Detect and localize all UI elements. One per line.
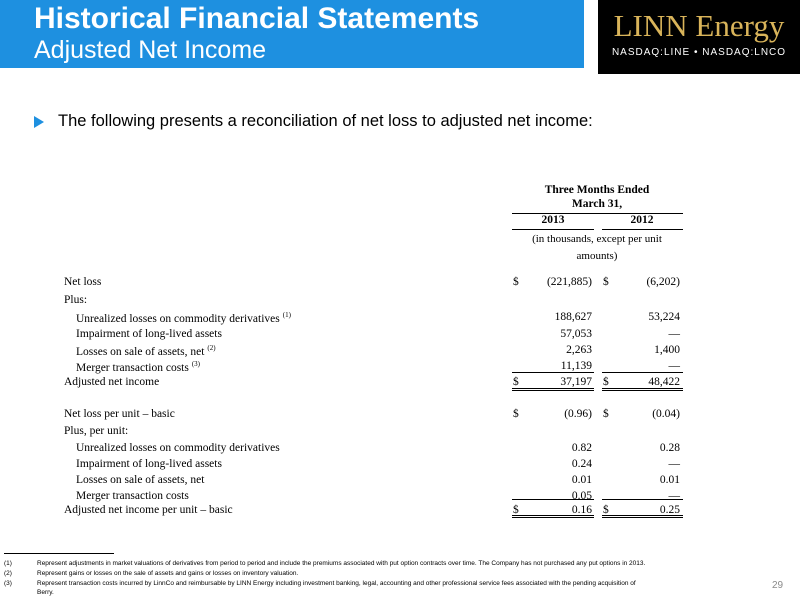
value-2012: 48,422 bbox=[648, 376, 680, 388]
subtotal-rule-per-unit-2013 bbox=[512, 499, 594, 500]
total-double-rule-per-unit-2013-b bbox=[512, 517, 594, 518]
value-2012: 1,400 bbox=[654, 344, 680, 356]
title-band bbox=[0, 0, 584, 68]
row-label bbox=[76, 458, 222, 470]
row-label-text: Unrealized losses on commodity derivatives bbox=[76, 442, 280, 454]
total-double-rule-per-unit-2012-b bbox=[602, 517, 683, 518]
year-2013-header: 2013 bbox=[541, 214, 565, 226]
row-label-text: Adjusted net income bbox=[64, 376, 160, 388]
subtotal-rule-2012 bbox=[602, 372, 683, 373]
footnote-marker: (3) bbox=[191, 360, 201, 368]
total-double-rule-2012-a bbox=[602, 388, 683, 389]
footnote-marker: (2) bbox=[207, 344, 216, 352]
footnote-rule bbox=[4, 553, 114, 554]
row-label bbox=[64, 294, 87, 306]
row-label bbox=[76, 328, 222, 340]
period-heading-line2: March 31, bbox=[571, 198, 623, 210]
intro-bullet bbox=[34, 112, 593, 131]
value-2013: 0.05 bbox=[571, 490, 592, 502]
row-label-text: Losses on sale of assets, net bbox=[76, 345, 205, 358]
dollar-2012: $ bbox=[603, 376, 609, 388]
page-number: 29 bbox=[772, 580, 784, 591]
total-double-rule-2012-b bbox=[602, 390, 683, 391]
row-label bbox=[76, 360, 200, 374]
footnote-number: (2) bbox=[4, 570, 12, 577]
row-label bbox=[64, 276, 101, 288]
footnote bbox=[4, 570, 764, 578]
row-label bbox=[76, 344, 216, 358]
row-label-text: Plus, per unit: bbox=[64, 425, 129, 437]
dollar-2012: $ bbox=[603, 504, 609, 516]
row-label bbox=[76, 311, 291, 325]
row-label-text: Losses on sale of assets, net bbox=[76, 474, 205, 486]
row-label-text: Impairment of long-lived assets bbox=[76, 328, 222, 340]
year-2012-header: 2012 bbox=[630, 214, 654, 226]
dollar-2013: $ bbox=[513, 276, 519, 288]
value-2013: (0.96) bbox=[564, 408, 592, 420]
dollar-2012: $ bbox=[603, 276, 609, 288]
value-2013: 2,263 bbox=[566, 344, 592, 356]
value-2013: 188,627 bbox=[554, 311, 592, 323]
dollar-2013: $ bbox=[513, 504, 519, 516]
value-2012: 53,224 bbox=[648, 311, 680, 323]
value-2013: 37,197 bbox=[560, 376, 592, 388]
value-2012: — bbox=[668, 328, 680, 340]
value-2013: 0.82 bbox=[571, 442, 592, 454]
units-line2: amounts) bbox=[576, 250, 618, 262]
footnote-number: (3) bbox=[4, 580, 12, 587]
slide-header bbox=[0, 0, 800, 74]
period-heading-line1: Three Months Ended bbox=[544, 184, 650, 196]
year-rule-2012 bbox=[602, 229, 683, 230]
subtotal-rule-2013 bbox=[512, 372, 594, 373]
dollar-2013: $ bbox=[513, 376, 519, 388]
value-2012: 0.25 bbox=[659, 504, 680, 516]
total-double-rule-2013-b bbox=[512, 390, 594, 391]
value-2012: (6,202) bbox=[646, 276, 680, 288]
subtotal-rule-per-unit-2012 bbox=[602, 499, 683, 500]
footnote bbox=[4, 589, 764, 597]
row-label-text: Merger transaction costs bbox=[76, 361, 189, 374]
dollar-2013: $ bbox=[513, 408, 519, 420]
value-2012: 0.01 bbox=[659, 474, 680, 486]
row-label bbox=[64, 376, 159, 388]
row-label bbox=[64, 504, 233, 516]
footnote-marker: (1) bbox=[282, 311, 291, 319]
footnote-text: Represent transaction costs incurred by LinnCo and reimbursable by LINN Energy including investment banking, legal, accounting and other professional service fees associated with the pending acquisition of bbox=[37, 580, 636, 587]
company-logo bbox=[598, 0, 800, 74]
value-2013: 0.24 bbox=[571, 458, 592, 470]
dollar-2012: $ bbox=[603, 408, 609, 420]
row-label-text: Unrealized losses on commodity derivatives bbox=[76, 312, 280, 325]
total-double-rule-per-unit-2012-a bbox=[602, 515, 683, 516]
row-label-text: Adjusted net income per unit – basic bbox=[64, 504, 233, 516]
value-2013: (221,885) bbox=[546, 276, 592, 288]
logo-tagline: NASDAQ:LINE • NASDAQ:LNCO bbox=[611, 47, 787, 58]
value-2013: 57,053 bbox=[560, 328, 592, 340]
units-line1: (in thousands, except per unit bbox=[532, 233, 662, 245]
footnote-text: Represent adjustments in market valuations of derivatives from period to period and include the premiums associated with put option contracts over time. The Company has not purchased any put options in 2013. bbox=[37, 560, 646, 567]
row-label-text: Merger transaction costs bbox=[76, 490, 189, 502]
year-rule-2013 bbox=[512, 229, 594, 230]
total-double-rule-2013-a bbox=[512, 388, 594, 389]
row-label bbox=[64, 408, 175, 420]
row-label-text: Net loss bbox=[64, 276, 102, 288]
footnote-text: Berry. bbox=[37, 589, 54, 596]
value-2013: 0.16 bbox=[571, 504, 592, 516]
row-label-text: Net loss per unit – basic bbox=[64, 408, 175, 420]
slide-title: Historical Financial Statements bbox=[34, 2, 480, 35]
value-2012: — bbox=[668, 490, 680, 502]
row-label bbox=[76, 474, 204, 486]
footnote bbox=[4, 560, 764, 568]
intro-text: The following presents a reconciliation of net loss to adjusted net income: bbox=[58, 112, 593, 130]
row-label-text: Plus: bbox=[64, 294, 88, 306]
slide-subtitle: Adjusted Net Income bbox=[34, 36, 267, 64]
value-2012: (0.04) bbox=[652, 408, 680, 420]
value-2013: 0.01 bbox=[571, 474, 592, 486]
row-label-text: Impairment of long-lived assets bbox=[76, 458, 222, 470]
row-label bbox=[76, 442, 280, 454]
value-2012: — bbox=[668, 458, 680, 470]
value-2012: 0.28 bbox=[659, 442, 680, 454]
value-2012: — bbox=[668, 360, 680, 372]
footnote-number: (1) bbox=[4, 560, 12, 567]
footnote bbox=[4, 580, 764, 588]
footnote-text: Represent gains or losses on the sale of assets and gains or losses on inventory valuation. bbox=[37, 570, 299, 577]
row-label bbox=[64, 425, 128, 437]
bullet-arrow-icon bbox=[34, 116, 44, 128]
total-double-rule-per-unit-2013-a bbox=[512, 515, 594, 516]
row-label bbox=[76, 490, 189, 502]
logo-name: LINN Energy bbox=[613, 8, 785, 43]
value-2013: 11,139 bbox=[560, 360, 592, 372]
